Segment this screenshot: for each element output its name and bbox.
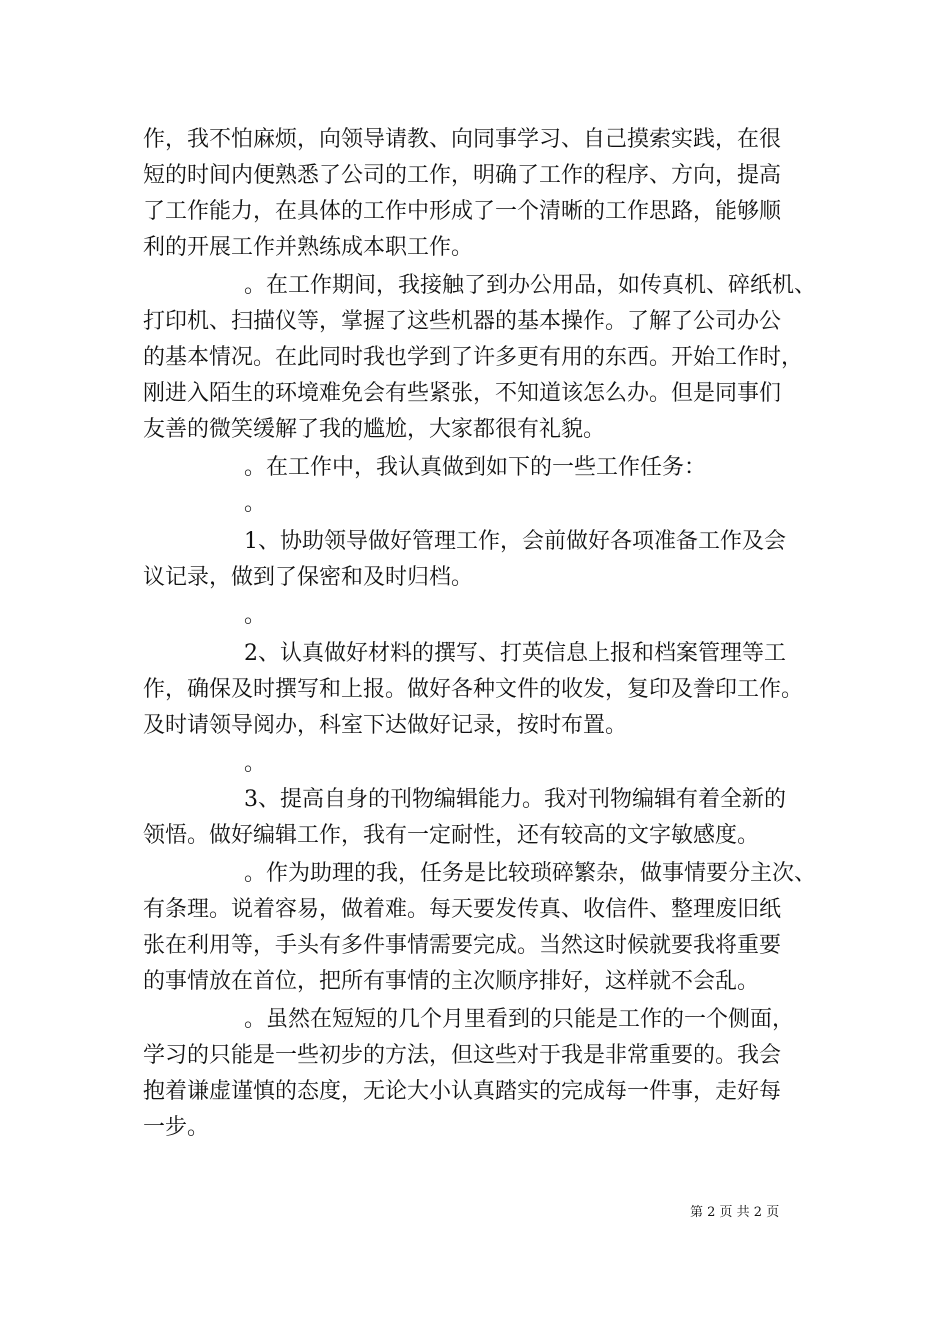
- text-line: 。作为助理的我，任务是比较琐碎繁杂，做事情要分主次、: [244, 861, 817, 886]
- text-line: 一步。: [143, 1115, 210, 1140]
- text-line: 领悟。做好编辑工作，我有一定耐性，还有较高的文字敏感度。: [143, 823, 760, 848]
- text-line: 。在工作期间，我接触了到办公用品，如传真机、碎纸机、: [244, 273, 817, 298]
- text-line: 刚进入陌生的环境难免会有些紧张，不知道该怎么办。但是同事们: [143, 381, 782, 406]
- text-line: 学习的只能是一些初步的方法，但这些对于我是非常重要的。我会: [143, 1043, 782, 1068]
- page-number: 第 2 页 共 2 页: [690, 1205, 780, 1220]
- text-line: 了工作能力，在具体的工作中形成了一个清晰的工作思路，能够顺: [143, 199, 782, 224]
- text-line: 作，我不怕麻烦，向领导请教、向同事学习、自己摸索实践，在很: [143, 127, 782, 152]
- text-line: 有条理。说着容易，做着难。每天要发传真、收信件、整理废旧纸: [143, 897, 782, 922]
- text-line: 的基本情况。在此同时我也学到了许多更有用的东西。开始工作时，: [143, 345, 804, 370]
- text-line: 。在工作中，我认真做到如下的一些工作任务：: [244, 455, 707, 480]
- text-line: 议记录，做到了保密和及时归档。: [143, 565, 474, 590]
- text-line: 及时请领导阅办，科室下达做好记录，按时布置。: [143, 713, 628, 738]
- text-line: 的事情放在首位，把所有事情的主次顺序排好，这样就不会乱。: [143, 969, 760, 994]
- text-line: 张在利用等，手头有多件事情需要完成。当然这时候就要我将重要: [143, 933, 782, 958]
- text-line: 友善的微笑缓解了我的尴尬，大家都很有礼貌。: [143, 417, 606, 442]
- text-line: 。虽然在短短的几个月里看到的只能是工作的一个侧面，: [244, 1007, 795, 1032]
- list-item-3: 3、提高自身的刊物编辑能力。我对刊物编辑有着全新的: [244, 787, 786, 812]
- text-line: 短的时间内便熟悉了公司的工作，明确了工作的程序、方向，提高: [143, 163, 782, 188]
- text-line: 打印机、扫描仪等，掌握了这些机器的基本操作。了解了公司办公: [143, 309, 782, 334]
- text-line: 。: [244, 751, 267, 776]
- list-item-1: 1、协助领导做好管理工作，会前做好各项准备工作及会: [244, 529, 786, 554]
- text-line: 作，确保及时撰写和上报。做好各种文件的收发，复印及誊印工作。: [143, 677, 804, 702]
- text-line: 。: [244, 603, 267, 628]
- text-line: 抱着谦虚谨慎的态度，无论大小认真踏实的完成每一件事，走好每: [143, 1079, 782, 1104]
- list-item-2: 2、认真做好材料的撰写、打英信息上报和档案管理等工: [244, 641, 786, 666]
- text-line: 。: [244, 491, 267, 516]
- text-line: 利的开展工作并熟练成本职工作。: [143, 235, 474, 260]
